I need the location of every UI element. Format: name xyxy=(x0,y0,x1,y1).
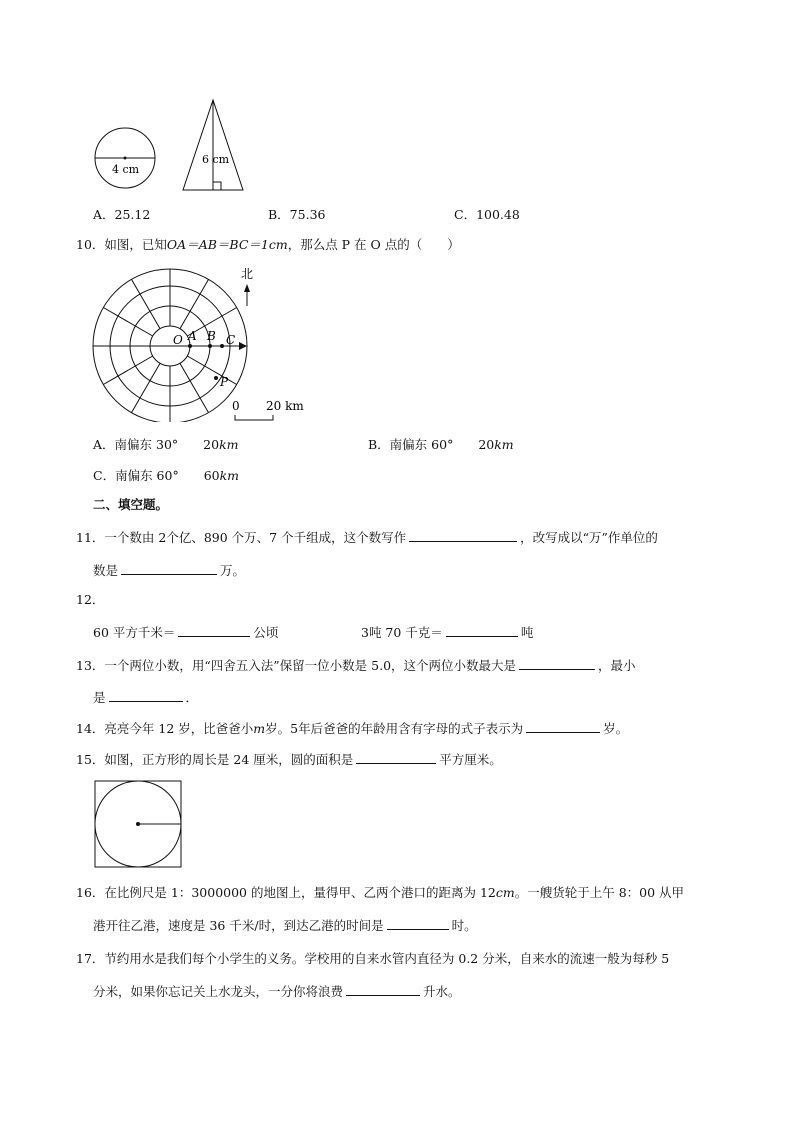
q10-option-c-text: C．南偏东 60° 60 xyxy=(93,468,220,483)
spoke-line xyxy=(132,363,161,412)
q15-square-circle-figure xyxy=(94,780,184,870)
q10-stem-suffix: ，那么点 P 在 O 点的（ ） xyxy=(287,237,460,252)
q16-answer-blank[interactable] xyxy=(387,916,449,930)
q10-stem xyxy=(76,236,460,254)
spoke-line xyxy=(180,279,209,328)
scale-bar xyxy=(235,415,273,420)
q10-option-b-unit: km xyxy=(494,437,514,452)
q10-option-a-unit: km xyxy=(219,437,239,452)
q16-text-a: 16．在比例尺是 1：3000000 的地图上，量得甲、乙两个港口的距离为 12 xyxy=(76,885,496,900)
east-arrowhead xyxy=(239,342,247,350)
q9-option-c[interactable]: C．100.48 xyxy=(454,207,520,222)
q17-text-a: 分米，如果你忘记关上水龙头，一分你将浪费 xyxy=(93,984,344,999)
scale-zero: 0 xyxy=(232,399,240,413)
scale-label: 20 km xyxy=(266,399,304,413)
q14-line xyxy=(76,719,628,738)
q15-text-b: 平方厘米。 xyxy=(439,752,502,767)
section-heading: 二、填空题。 xyxy=(93,497,169,512)
circle-label: 4 cm xyxy=(112,163,140,176)
q10-stem-math: OA＝AB＝BC＝1cm xyxy=(166,237,288,252)
q9-figures xyxy=(90,96,250,196)
north-label: 北 xyxy=(241,267,254,281)
q10-option-b-text: B．南偏东 60° 20 xyxy=(368,437,495,452)
label-p: P xyxy=(220,375,229,389)
point-b-dot xyxy=(208,344,212,348)
right-angle-mark xyxy=(213,182,221,190)
q17-text-b: 升水。 xyxy=(423,984,461,999)
q14-answer-blank[interactable] xyxy=(526,719,600,733)
label-o: O xyxy=(173,333,183,347)
q12-part-a xyxy=(93,623,278,642)
q12-answer-blank-2[interactable] xyxy=(446,623,518,637)
q10-option-a-text: A．南偏东 30° 20 xyxy=(93,437,220,452)
north-arrow-icon xyxy=(244,284,250,292)
q13-text-d: ． xyxy=(185,690,199,705)
q13-answer-blank-2[interactable] xyxy=(109,688,183,702)
q9-option-b[interactable]: B．75.36 xyxy=(268,207,326,222)
q11-answer-blank-1[interactable] xyxy=(409,528,517,542)
label-c: C xyxy=(226,333,236,347)
q10-stem-prefix: 如图，已知 xyxy=(104,237,167,252)
q12-b-suffix: 吨 xyxy=(520,625,534,640)
q12-answer-blank-1[interactable] xyxy=(178,623,250,637)
q15-line xyxy=(76,750,502,769)
spoke-line xyxy=(103,308,152,337)
q10-option-c-unit: km xyxy=(219,468,240,483)
q16-unit: cm xyxy=(495,885,515,900)
point-a-dot xyxy=(188,344,192,348)
q16-text-c: 港开往乙港，速度是 36 千米/时，到达乙港的时间是 xyxy=(93,918,384,933)
q11-line2 xyxy=(93,561,245,580)
spoke-line xyxy=(103,356,152,385)
spoke-line xyxy=(187,356,236,385)
spoke-line xyxy=(180,363,209,412)
q16-line2 xyxy=(93,916,477,935)
q12-b-prefix: 3吨 70 千克＝ xyxy=(361,625,443,640)
q13-text-a: 13．一个两位小数，用“四舍五入法”保留一位小数是 5.0，这个两位小数最大是 xyxy=(76,658,517,673)
q10-number: 10． xyxy=(76,237,105,252)
q9-option-a[interactable]: A．25.12 xyxy=(93,207,151,222)
q17-line2 xyxy=(93,982,461,1001)
circle-center xyxy=(136,822,140,826)
q13-line2 xyxy=(93,688,198,707)
point-p-dot xyxy=(214,376,218,380)
q11-text-a: 11．一个数由 2个亿、890 个万、7 个千组成，这个数写作 xyxy=(76,530,407,545)
q11-text-c: 数是 xyxy=(93,563,119,578)
q14-text-c: 岁。 xyxy=(603,721,629,736)
q16-line1 xyxy=(76,884,684,902)
triangle-label: 6 cm xyxy=(202,153,230,166)
q15-text-a: 15．如图，正方形的周长是 24 厘米，圆的面积是 xyxy=(76,752,354,767)
q10-option-b[interactable] xyxy=(368,435,514,453)
q11-line1 xyxy=(76,528,658,547)
q12-a-suffix: 公顷 xyxy=(253,625,279,640)
q10-option-a[interactable] xyxy=(93,435,239,453)
point-c-dot xyxy=(220,344,224,348)
q17-line1: 17．节约用水是我们每个小学生的义务。学校用的自来水管内直径为 0.2 分米，自来水的流速一般为每秒 5 xyxy=(76,951,670,966)
q13-text-c: 是 xyxy=(93,690,106,705)
q16-text-d: 时。 xyxy=(451,918,477,933)
q11-text-d: 万。 xyxy=(220,563,246,578)
q13-line1 xyxy=(76,656,636,675)
label-b: B xyxy=(207,329,216,343)
q14-text-a: 14．亮亮今年 12 岁，比爸爸小 xyxy=(76,721,254,736)
circle-center xyxy=(124,157,127,160)
q10-option-c[interactable] xyxy=(93,466,239,484)
polar-diagram xyxy=(90,262,320,422)
q17-answer-blank[interactable] xyxy=(346,982,420,996)
label-a: A xyxy=(188,329,197,343)
q12-a-prefix: 60 平方千米＝ xyxy=(93,625,176,640)
q13-answer-blank-1[interactable] xyxy=(519,656,595,670)
q12-part-b xyxy=(361,623,533,642)
q14-variable: m xyxy=(253,721,266,736)
q13-text-b: ，最小 xyxy=(598,658,636,673)
q11-answer-blank-2[interactable] xyxy=(121,561,217,575)
q14-text-b: 岁。5年后爸爸的年龄用含有字母的式子表示为 xyxy=(265,721,524,736)
spoke-line xyxy=(132,279,161,328)
q15-answer-blank[interactable] xyxy=(356,750,436,764)
q12-number: 12． xyxy=(76,592,105,607)
q11-text-b: ，改写成以“万”作单位的 xyxy=(520,530,658,545)
q16-text-b: 。一艘货轮于上午 8：00 从甲 xyxy=(514,885,685,900)
